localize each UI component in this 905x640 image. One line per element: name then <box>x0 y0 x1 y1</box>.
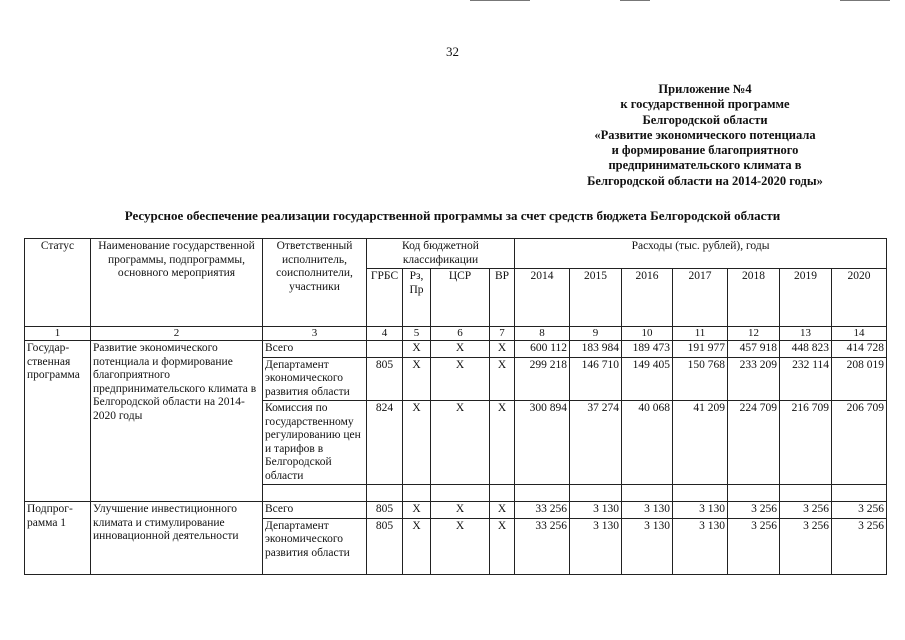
top-edge-line <box>840 0 890 1</box>
appendix-line: Приложение №4 <box>658 82 752 96</box>
header-row <box>25 239 887 269</box>
column-number: 1 <box>25 327 91 341</box>
cell-value: 150 768 <box>673 357 728 401</box>
col-header-expenses: Расходы (тыс. рублей), годы <box>515 239 887 269</box>
cell-value: 33 256 <box>515 502 570 519</box>
col-header-name: Наименование государственной программы, подпрограммы, основного мероприятия <box>91 239 263 327</box>
cell-value: 3 256 <box>728 502 780 519</box>
cell-vr: X <box>490 357 515 401</box>
row-status: Государ-ственная программа <box>25 341 91 502</box>
cell-grbs: 805 <box>367 357 403 401</box>
cell-value: 3 130 <box>622 518 673 574</box>
cell-value: 216 709 <box>780 401 832 485</box>
column-number: 3 <box>263 327 367 341</box>
col-header-year: 2017 <box>673 269 728 327</box>
column-number: 8 <box>515 327 570 341</box>
column-number: 5 <box>403 327 431 341</box>
cell-rz: X <box>403 401 431 485</box>
column-number: 4 <box>367 327 403 341</box>
appendix-line: Белгородской области <box>642 112 768 127</box>
col-header-executor: Ответственный исполнитель, соисполнители, участники <box>263 239 367 327</box>
cell-value: 232 114 <box>780 357 832 401</box>
col-header-status: Статус <box>25 239 91 327</box>
appendix-line: Белгородской области на 2014-2020 годы» <box>587 173 823 188</box>
top-edge-line <box>620 0 650 1</box>
appendix-line: к государственной программе <box>620 97 790 112</box>
cell-value: 448 823 <box>780 341 832 358</box>
cell-value: 299 218 <box>515 357 570 401</box>
col-header-year: 2016 <box>622 269 673 327</box>
cell-grbs <box>367 341 403 358</box>
column-number: 10 <box>622 327 673 341</box>
cell-value: 414 728 <box>832 341 887 358</box>
table-row <box>25 341 887 358</box>
column-number-row <box>25 327 887 341</box>
appendix-line: и формирование благоприятного <box>611 143 799 158</box>
column-number: 6 <box>431 327 490 341</box>
row-program-name: Развитие экономического потенциала и формирование благоприятного предпринимательского климата в Белгородской области на 2014-2020 годы <box>91 341 263 502</box>
col-header-code-group: Код бюджетной классификации <box>367 239 515 269</box>
appendix-line: «Развитие экономического потенциала <box>594 127 816 142</box>
cell-value: 183 984 <box>570 341 622 358</box>
cell-vr: X <box>490 401 515 485</box>
page-number: 32 <box>446 44 459 59</box>
table-row <box>25 502 887 519</box>
cell-value: 41 209 <box>673 401 728 485</box>
cell-grbs: 824 <box>367 401 403 485</box>
cell-value: 206 709 <box>832 401 887 485</box>
cell-rz: X <box>403 502 431 519</box>
row-executor: Департамент экономического развития области <box>263 357 367 401</box>
col-header-rz: Рз, Пр <box>403 269 431 327</box>
col-header-grbs: ГРБС <box>367 269 403 327</box>
cell-value: 149 405 <box>622 357 673 401</box>
col-header-year: 2019 <box>780 269 832 327</box>
cell-value: 3 256 <box>780 518 832 574</box>
cell-value: 3 256 <box>728 518 780 574</box>
top-edge-line <box>470 0 530 1</box>
cell-value: 40 068 <box>622 401 673 485</box>
cell-rz: X <box>403 518 431 574</box>
appendix-line: предпринимательского климата в <box>608 158 802 173</box>
column-number: 7 <box>490 327 515 341</box>
cell-value: 3 130 <box>570 518 622 574</box>
column-number: 2 <box>91 327 263 341</box>
cell-grbs: 805 <box>367 518 403 574</box>
column-number: 13 <box>780 327 832 341</box>
col-header-year: 2015 <box>570 269 622 327</box>
row-program-name: Улучшение инвестиционного климата и стимулирование инновационной деятельности <box>91 502 263 575</box>
col-header-csr: ЦСР <box>431 269 490 327</box>
cell-csr: X <box>431 502 490 519</box>
row-executor: Комиссия по государственному регулированию цен и тарифов в Белгородской области <box>263 401 367 485</box>
column-number: 9 <box>570 327 622 341</box>
cell-rz: X <box>403 357 431 401</box>
column-number: 11 <box>673 327 728 341</box>
appendix-header <box>540 82 870 189</box>
cell-value: 146 710 <box>570 357 622 401</box>
cell-grbs: 805 <box>367 502 403 519</box>
row-status: Подпрог-рамма 1 <box>25 502 91 575</box>
cell-value: 300 894 <box>515 401 570 485</box>
cell-value: 3 130 <box>570 502 622 519</box>
row-executor: Всего <box>263 502 367 519</box>
budget-table <box>24 238 887 575</box>
cell-csr: X <box>431 518 490 574</box>
col-header-year: 2020 <box>832 269 887 327</box>
cell-value: 191 977 <box>673 341 728 358</box>
column-number: 14 <box>832 327 887 341</box>
cell-value: 208 019 <box>832 357 887 401</box>
cell-vr: X <box>490 518 515 574</box>
cell-value: 3 256 <box>780 502 832 519</box>
cell-value: 37 274 <box>570 401 622 485</box>
cell-value: 233 209 <box>728 357 780 401</box>
cell-vr: X <box>490 341 515 358</box>
col-header-vr: ВР <box>490 269 515 327</box>
cell-csr: X <box>431 341 490 358</box>
row-executor: Всего <box>263 341 367 358</box>
cell-value: 224 709 <box>728 401 780 485</box>
cell-value: 600 112 <box>515 341 570 358</box>
cell-csr: X <box>431 357 490 401</box>
col-header-year: 2014 <box>515 269 570 327</box>
cell-value: 189 473 <box>622 341 673 358</box>
cell-value: 3 256 <box>832 502 887 519</box>
column-number: 12 <box>728 327 780 341</box>
cell-csr: X <box>431 401 490 485</box>
cell-vr: X <box>490 502 515 519</box>
document-title: Ресурсное обеспечение реализации государственной программы за счет средств бюджета Белгородской области <box>124 208 781 223</box>
cell-value: 33 256 <box>515 518 570 574</box>
cell-value: 457 918 <box>728 341 780 358</box>
cell-value: 3 130 <box>622 502 673 519</box>
cell-value: 3 130 <box>673 518 728 574</box>
cell-rz: X <box>403 341 431 358</box>
cell-value: 3 256 <box>832 518 887 574</box>
col-header-year: 2018 <box>728 269 780 327</box>
row-executor: Департамент экономического развития области <box>263 518 367 574</box>
cell-value: 3 130 <box>673 502 728 519</box>
